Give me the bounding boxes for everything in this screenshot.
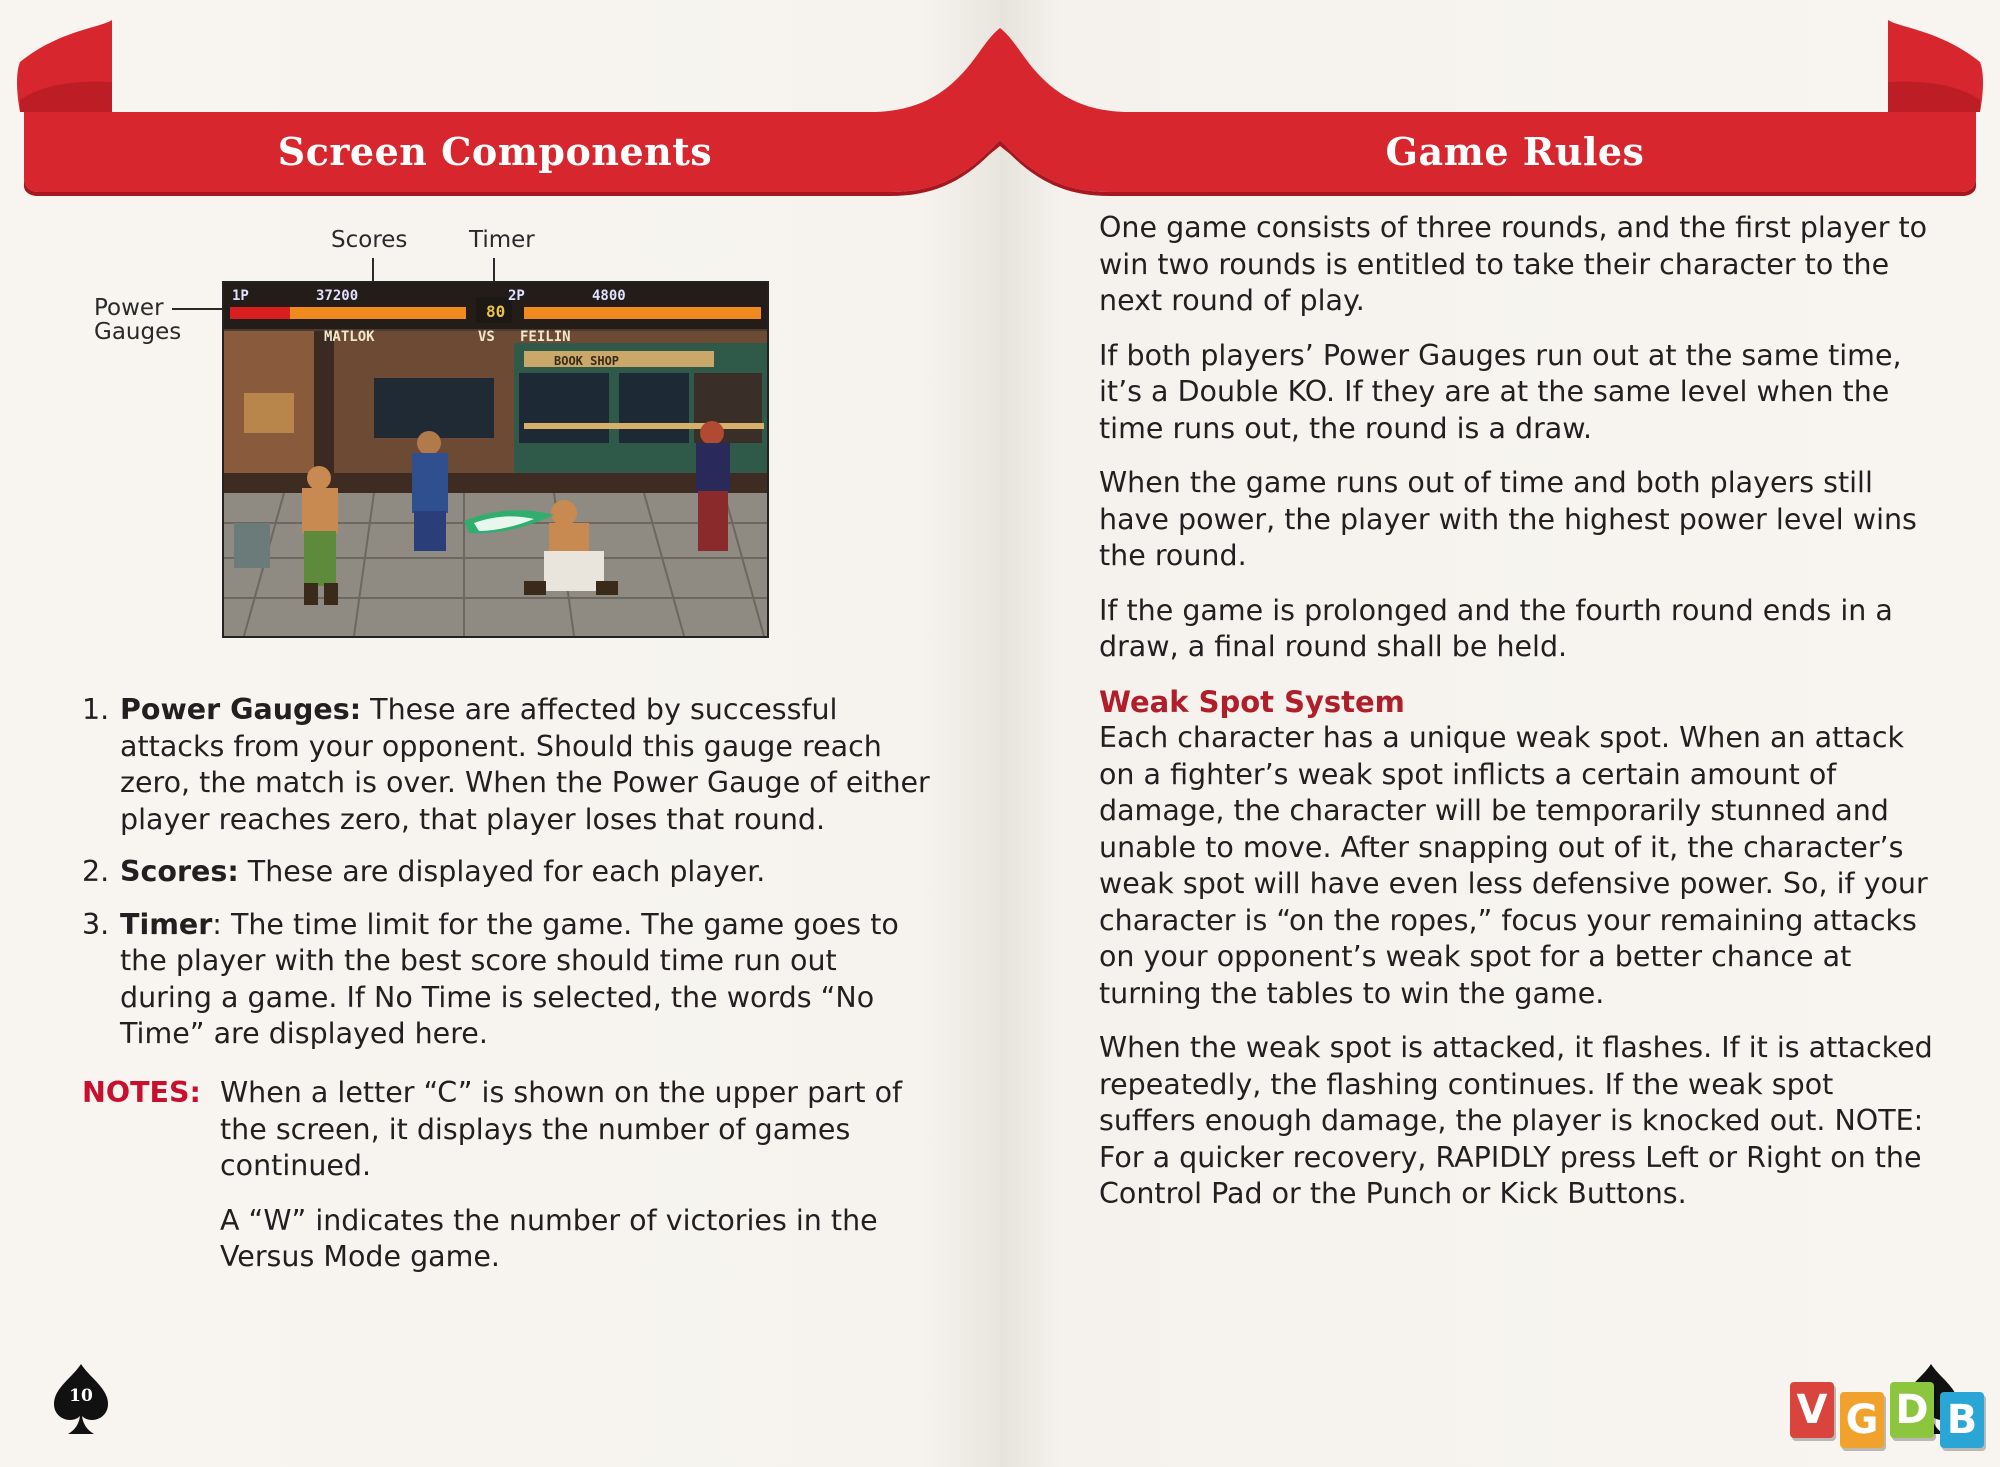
weak-spot-heading: Weak Spot System <box>1099 684 1405 719</box>
rules-paragraph: When the game runs out of time and both players still have power, the player with the highest power level wins the round. <box>1099 466 1917 572</box>
weak-spot-paragraph: Each character has a unique weak spot. When an attack on a fighter’s weak spot inflicts a certain amount of damage, the character will be temporarily stunned and unable to move. After snapping out of it, the character’s weak spot will have even less defensive power. So, if your character is “on the ropes,” focus your remaining attacks on your opponent’s weak spot for a better chance at turning the tables to win the game. <box>1099 721 1928 1010</box>
hud-p1-tag: 1P <box>232 288 249 304</box>
page-number: 10 <box>69 1386 93 1406</box>
weak-spot-paragraph: When the weak spot is attacked, it flashes. If it is attacked repeatedly, the flashing continues. If the weak spot suffers enough damage, the player is knocked out. NOTE: For a quicker recovery, RAPIDLY press Left or Right on the Control Pad or the Punch or Kick Buttons. <box>1099 1031 1933 1210</box>
hud-p2-tag: 2P <box>508 288 525 304</box>
hud-fighter-left: MATLOK <box>324 329 375 345</box>
watermark-letter-g: G <box>1840 1392 1884 1448</box>
list-item-power-gauges <box>82 692 932 838</box>
list-term: Timer <box>120 907 213 941</box>
list-term: Power Gauges: <box>120 693 362 726</box>
scores-label: Scores <box>331 227 408 253</box>
power-gauges-label-line2: Gauges <box>94 319 182 345</box>
list-item-timer <box>82 907 932 1053</box>
hud-vs: VS <box>478 329 495 345</box>
timer-label: Timer <box>469 227 535 253</box>
shop-sign: BOOK SHOP <box>554 354 620 368</box>
notes-paragraph: A “W” indicates the number of victories in the Versus Mode game. <box>220 1203 878 1273</box>
watermark-letter-d: D <box>1890 1382 1934 1438</box>
left-page-title: Screen Components <box>277 129 713 174</box>
list-description: These are displayed for each player. <box>238 855 766 888</box>
notes-paragraph: When a letter “C” is shown on the upper part of the screen, it displays the number of games continued. <box>220 1076 903 1182</box>
watermark-letter-v: V <box>1790 1382 1834 1438</box>
right-page-title: Game Rules <box>1385 129 1645 174</box>
list-item-scores <box>82 854 932 891</box>
hud-p2-score: 4800 <box>592 288 626 304</box>
power-gauges-pointer-line <box>172 308 224 310</box>
list-number: 3. <box>82 907 110 941</box>
list-number: 1. <box>82 693 110 726</box>
notes-section <box>82 1075 932 1294</box>
hud-p1-score: 37200 <box>316 288 359 304</box>
list-term: Scores: <box>120 855 239 888</box>
components-list <box>82 692 932 1069</box>
list-number: 2. <box>82 855 110 888</box>
game-screenshot <box>222 281 769 638</box>
hud-fighter-right: FEILIN <box>520 329 571 345</box>
watermark-letter-b: B <box>1940 1392 1984 1448</box>
svg-text:80: 80 <box>486 302 506 321</box>
rules-paragraph: One game consists of three rounds, and the first player to win two rounds is entitled to take their character to the next round of play. <box>1099 211 1928 317</box>
game-rules-text <box>1099 210 1939 1231</box>
list-description: : The time limit for the game. The game goes to the player with the best score should time run out during a game. If No Time is selected, the words “No Time” are displayed here. <box>120 907 899 1050</box>
rules-paragraph: If the game is prolonged and the fourth round ends in a draw, a final round shall be held. <box>1099 593 1893 663</box>
rules-paragraph: If both players’ Power Gauges run out at the same time, it’s a Double KO. If they are at the same level when the time runs out, the round is a draw. <box>1099 338 1902 445</box>
notes-label: NOTES: <box>82 1076 201 1109</box>
power-gauges-label-line1: Power <box>94 295 164 321</box>
list-description: These are affected by successful attacks from your opponent. Should this gauge reach zero, the match is over. When the Power Gauge of either player reaches zero, that player loses that round. <box>120 693 930 836</box>
